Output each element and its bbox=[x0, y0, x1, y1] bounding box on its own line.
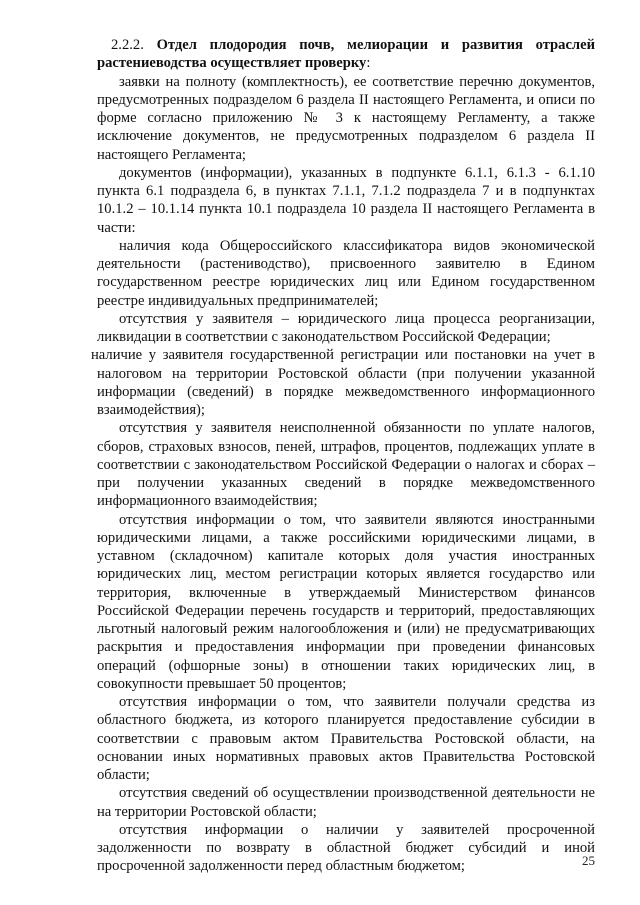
page-number: 25 bbox=[582, 853, 595, 868]
paragraph-production-territory: отсутствия сведений об осуществлении производственной деятельности не на территории Ростовской области; bbox=[97, 785, 595, 820]
paragraph-no-prior-funds: отсутствия информации о том, что заявители получали средства из областного бюджета, из которого планируется предоставление субсидии в соответствии с правовым актом Правительства Ростовской области, на основании иных нормативных правовых актов Правительства Ростовской области; bbox=[97, 694, 595, 783]
document-page bbox=[91, 36, 596, 876]
section-heading bbox=[97, 36, 595, 73]
paragraph-documents-info: документов (информации), указанных в подпункте 6.1.1, 6.1.3 - 6.1.10 пункта 6.1 подраздела 6, в пунктах 7.1.1, 7.1.2 подраздела 7 и в подпунктах 10.1.2 – 10.1.14 пункта 10.1 подраздела 10 раздела II настоящего Регламента в части: bbox=[97, 164, 595, 236]
paragraph-no-foreign-entities: отсутствия информации о том, что заявители являются иностранными юридическими лицами, а также российскими юридическими лицами, в уставном (складочном) капитале которых доля участия иностранных юридических лиц, местом регистрации которых является государство или территория, включенные в утверждаемый Министерством финансов Российской Федерации перечень государств и территорий, предоставляющих льготный налоговый режим налогообложения и (или) не предусматривающих раскрытия и предоставления информации при проведении финансовых операций (офшорные зоны) в отношении таких юридических лиц, в совокупности превышает 50 процентов; bbox=[97, 511, 595, 692]
paragraph-tax-registration: наличие у заявителя государственной регистрации или постановки на учет в налоговом на территории Ростовской области (при получении указанной информации (сведений) в порядке межведомственного информационного взаимодействия); bbox=[91, 347, 595, 418]
section-number: 2.2.2. bbox=[111, 37, 144, 53]
paragraph-no-tax-debt: отсутствия у заявителя неисполненной обязанности по уплате налогов, сборов, страховых взносов, пеней, штрафов, процентов, подлежащих уплате в соответствии с законодательством Российской Федерации о налогах и сборах – при получении указанных сведений в порядке межведомственного информационного взаимодействия; bbox=[97, 420, 595, 510]
section-title: Отдел плодородия почв, мелиорации и развития отраслей растениеводства осуществляет проверку bbox=[97, 37, 596, 72]
paragraph-okved-code: наличия кода Общероссийского классификатора видов экономической деятельности (растениводство), присвоенного заявителю в Едином государственном реестре юридических лиц или Едином государственном реестре индивидуальных предпринимателей; bbox=[97, 237, 595, 309]
paragraph-no-reorganization: отсутствия у заявителя – юридического лица процесса реорганизации, ликвидации в соответствии с законодательством Российской Федерации; bbox=[97, 310, 595, 345]
paragraph-completeness-check: заявки на полноту (комплектность), ее соответствие перечню документов, предусмотренных подразделом 6 раздела II настоящего Регламента, и описи по форме согласно приложению № 3 к настоящему Регламенту, а также исключение документов, не предусмотренных подразделом 6 раздела II настоящего Регламента; bbox=[97, 73, 595, 163]
paragraph-no-overdue-debt: отсутствия информации о наличии у заявителей просроченной задолженности по возврату в областной бюджет субсидий и иной просроченной задолженности перед областным бюджетом; bbox=[97, 821, 595, 875]
section-title-colon: : bbox=[366, 55, 371, 72]
